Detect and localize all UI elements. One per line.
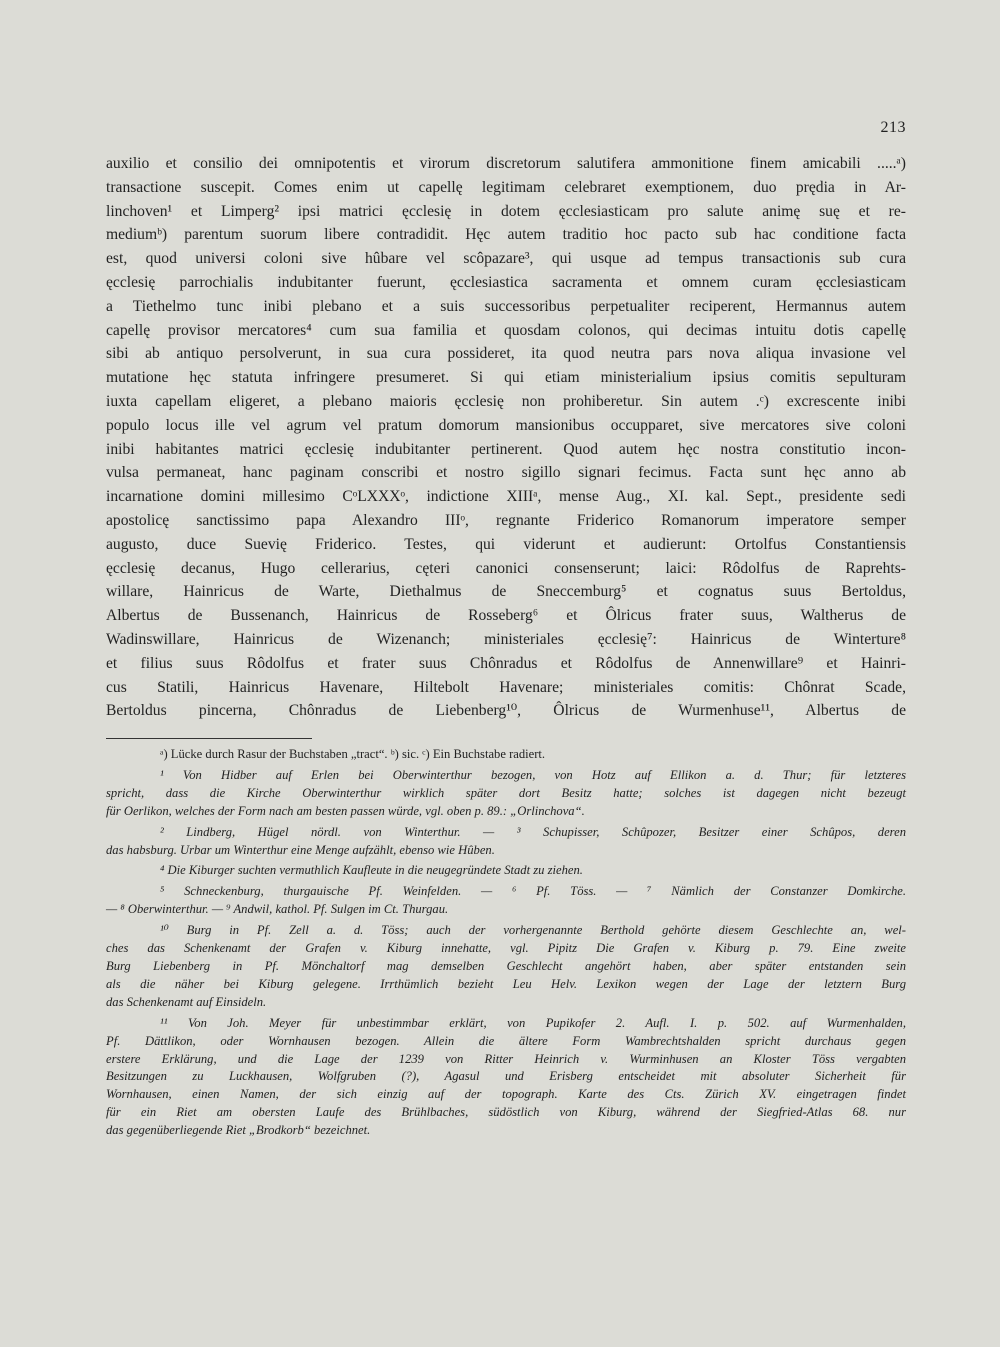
footnote-line: Wornhausen, einen Namen, der sich einzig auf der topograph. Karte des Cts. Zürich XV. eingetragen findet — [106, 1087, 906, 1102]
text-line: willare, Hainricus de Warte, Diethalmus de Sneccemburg⁵ et cognatus suus Bertoldus, — [106, 583, 906, 601]
text-line: augusto, duce Suevię Friderico. Testes, qui viderunt et audierunt: Ortolfus Constantiensis — [106, 535, 906, 553]
footnote-line: Besitzungen zu Luckhausen, Wolfgruben (?), Agasul und Erisberg entscheidet mit absoluter Sicherheit für — [106, 1069, 906, 1084]
text-line: transactione suscepit. Comes enim ut capellę legitimam celebraret exemptionem, duo prędia in Ar- — [106, 178, 906, 196]
text-line: mediumᵇ) parentum suorum libere contradidit. Hęc autem traditio hoc pacto sub hac conditione facta — [106, 226, 906, 244]
text-line: est, quod universi coloni sive hûbare vel scôpazare³, qui usque ad tempus transactionis sub cura — [106, 250, 906, 268]
footnote-10 — [106, 922, 906, 1012]
footnote-2-3 — [106, 824, 906, 860]
text-line: capellę provisor mercatores⁴ cum sua familia et quosdam colonos, qui decimas intuitu dotis capellę — [106, 321, 906, 339]
footnote-line: ches das Schenkenamt der Grafen v. Kiburg innehatte, vgl. Pipitz Die Grafen v. Kiburg p. 79. Eine zweite — [106, 941, 906, 956]
footnote-line: ¹ Von Hidber auf Erlen bei Oberwinterthur bezogen, von Hotz auf Ellikon a. d. Thur; für letzteres — [160, 767, 906, 782]
text-line: Bertoldus pincerna, Chônradus de Liebenberg¹⁰, Ôlricus de Wurmenhuse¹¹, Albertus de — [106, 702, 906, 720]
footnote-line: für Oerlikon, welches der Form nach am besten passen würde, vgl. oben p. 89.: „Orlinchova“. — [106, 803, 585, 818]
text-line: auxilio et consilio dei omnipotentis et virorum discretorum salutifera ammonitione finem amicabili .....ᵃ) — [106, 155, 906, 172]
footnote-line: — ⁸ Oberwinterthur. — ⁹ Andwil, kathol. Pf. Sulgen im Ct. Thurgau. — [106, 902, 449, 917]
footnote-line: ᵃ) Lücke durch Rasur der Buchstaben „tract“. ᵇ) sic. ᶜ) Ein Buchstabe radiert. — [160, 747, 546, 761]
footnote-line: ² Lindberg, Hügel nördl. von Winterthur. — ³ Schupisser, Schûpozer, Besitzer einer Schûpos, deren — [160, 824, 906, 839]
footnote-5-9 — [106, 883, 906, 919]
footnote-line: ¹⁰ Burg in Pf. Zell a. d. Töss; auch der vorhergenannte Berthold gehörte diesem Geschlechte an, wel- — [160, 923, 906, 938]
text-line: a Tiethelmo tunc inibi plebano et a suis successoribus perpetualiter reciperent, Hermannus autem — [106, 297, 906, 315]
footnote-1 — [106, 767, 906, 821]
footnote-line: das gegenüberliegende Riet „Brodkorb“ bezeichnet. — [106, 1123, 371, 1138]
text-line: vulsa permaneat, hanc paginam conscribi et nostro sigillo signari fecimus. Facta sunt hęc anno ab — [106, 464, 906, 482]
main-text — [106, 152, 906, 723]
text-line: ęcclesię decanus, Hugo cellerarius, cęteri canonici consenserunt; laici: Rôdolfus de Raprehts- — [106, 559, 906, 577]
footnote-4 — [106, 862, 906, 880]
text-line: populo locus ille vel agrum vel pratum domorum mansionibus occupparet, sive mercatores sive coloni — [106, 416, 906, 434]
footnote-line: ⁵ Schneckenburg, thurgauische Pf. Weinfelden. — ⁶ Pf. Töss. — ⁷ Nämlich der Constanzer Domkirche. — [160, 884, 906, 899]
text-line: incarnatione domini millesimo CᵒLXXXᵒ, indictione XIIIᵃ, mense Aug., XI. kal. Sept., presidente sedi — [106, 488, 906, 506]
text-line: cus Statili, Hainricus Havenare, Hiltebolt Havenare; ministeriales comitis: Chônrat Scade, — [106, 678, 906, 696]
footnote-line: ¹¹ Von Joh. Meyer für unbestimmbar erklärt, von Pupikofer 2. Aufl. I. p. 502. auf Wurmenhalden, — [160, 1015, 906, 1030]
text-line: linchoven¹ et Limperg² ipsi matrici ęcclesię in dotem ęcclesiasticam pro salute animę suę et re- — [106, 202, 906, 220]
footnote-line: Pf. Dättlikon, oder Wornhausen bezogen. Allein die ältere Form Wambrechtshalden spricht durchaus gegen — [106, 1033, 906, 1048]
footnote-letters — [106, 746, 906, 764]
footnote-line: ⁴ Die Kiburger suchten vermuthlich Kaufleute in die neugegründete Stadt zu ziehen. — [160, 863, 583, 878]
footnote-line: als die näher bei Kiburg gelegene. Irrthümlich bezieht Leu Helv. Lexikon wegen der Lage der letztern Burg — [106, 976, 906, 991]
main-paragraph — [106, 152, 906, 723]
text-line: iuxta capellam eligeret, a plebano maioris ęcclesię non prohiberetur. Sin autem .ᶜ) excrescente inibi — [106, 392, 906, 410]
text-line: sibi ab antiquo persolverunt, in sua cura possideret, ita quod neutra pars nova aliqua invasione vel — [106, 345, 906, 363]
footnote-divider — [106, 738, 312, 739]
footnote-line: spricht, dass die Kirche Oberwinterthur wirklich später dort Besitz hatte; solches ist dagegen nicht bezeugt — [106, 785, 906, 800]
text-line: ęcclesię parrochialis indubitanter fuerunt, ęcclesiastica sacramenta et omnem curam ęcclesiasticam — [106, 273, 906, 291]
text-line: apostolicę sanctissimo papa Alexandro IIIᵒ, regnante Friderico Romanorum imperatore semper — [106, 511, 906, 529]
footnote-line: erstere Erklärung, und die Lage der 1239 von Ritter Heinrich v. Wurminhusen an Kloster Töss vergabten — [106, 1051, 906, 1066]
footnote-line: das habsburg. Urbar um Winterthur eine Menge aufzählt, ebenso wie Hûben. — [106, 842, 495, 857]
text-line: et filius suus Rôdolfus et frater suus Chônradus et Rôdolfus de Annenwillare⁹ et Hainri- — [106, 654, 906, 672]
footnote-line: das Schenkenamt auf Einsideln. — [106, 994, 267, 1009]
text-line: inibi habitantes matrici ęcclesię indubitanter pertinerent. Quod autem hęc nostra constitutio incon- — [106, 440, 906, 458]
footnote-11 — [106, 1015, 906, 1140]
footnotes — [106, 746, 906, 1143]
page-number: 213 — [880, 119, 906, 136]
text-line: Albertus de Bussenanch, Hainricus de Rosseberg⁶ et Ôlricus frater suus, Waltherus de — [106, 607, 906, 625]
footnote-line: für ein Riet am obersten Laufe des Brühlbaches, südöstlich von Kiburg, während der Siegfried-Atlas 68. nur — [106, 1105, 906, 1120]
text-line: Wadinswillare, Hainricus de Wizenanch; ministeriales ęcclesię⁷: Hainricus de Winterture⁸ — [106, 630, 906, 648]
text-line: mutatione hęc statuta infringere presumeret. Si qui etiam ministerialium ipsius comitis sepulturam — [106, 369, 906, 387]
footnote-line: Burg Liebenberg in Pf. Mönchaltorf mag demselben Geschlecht angehört haben, aber später entstanden sein — [106, 958, 906, 973]
